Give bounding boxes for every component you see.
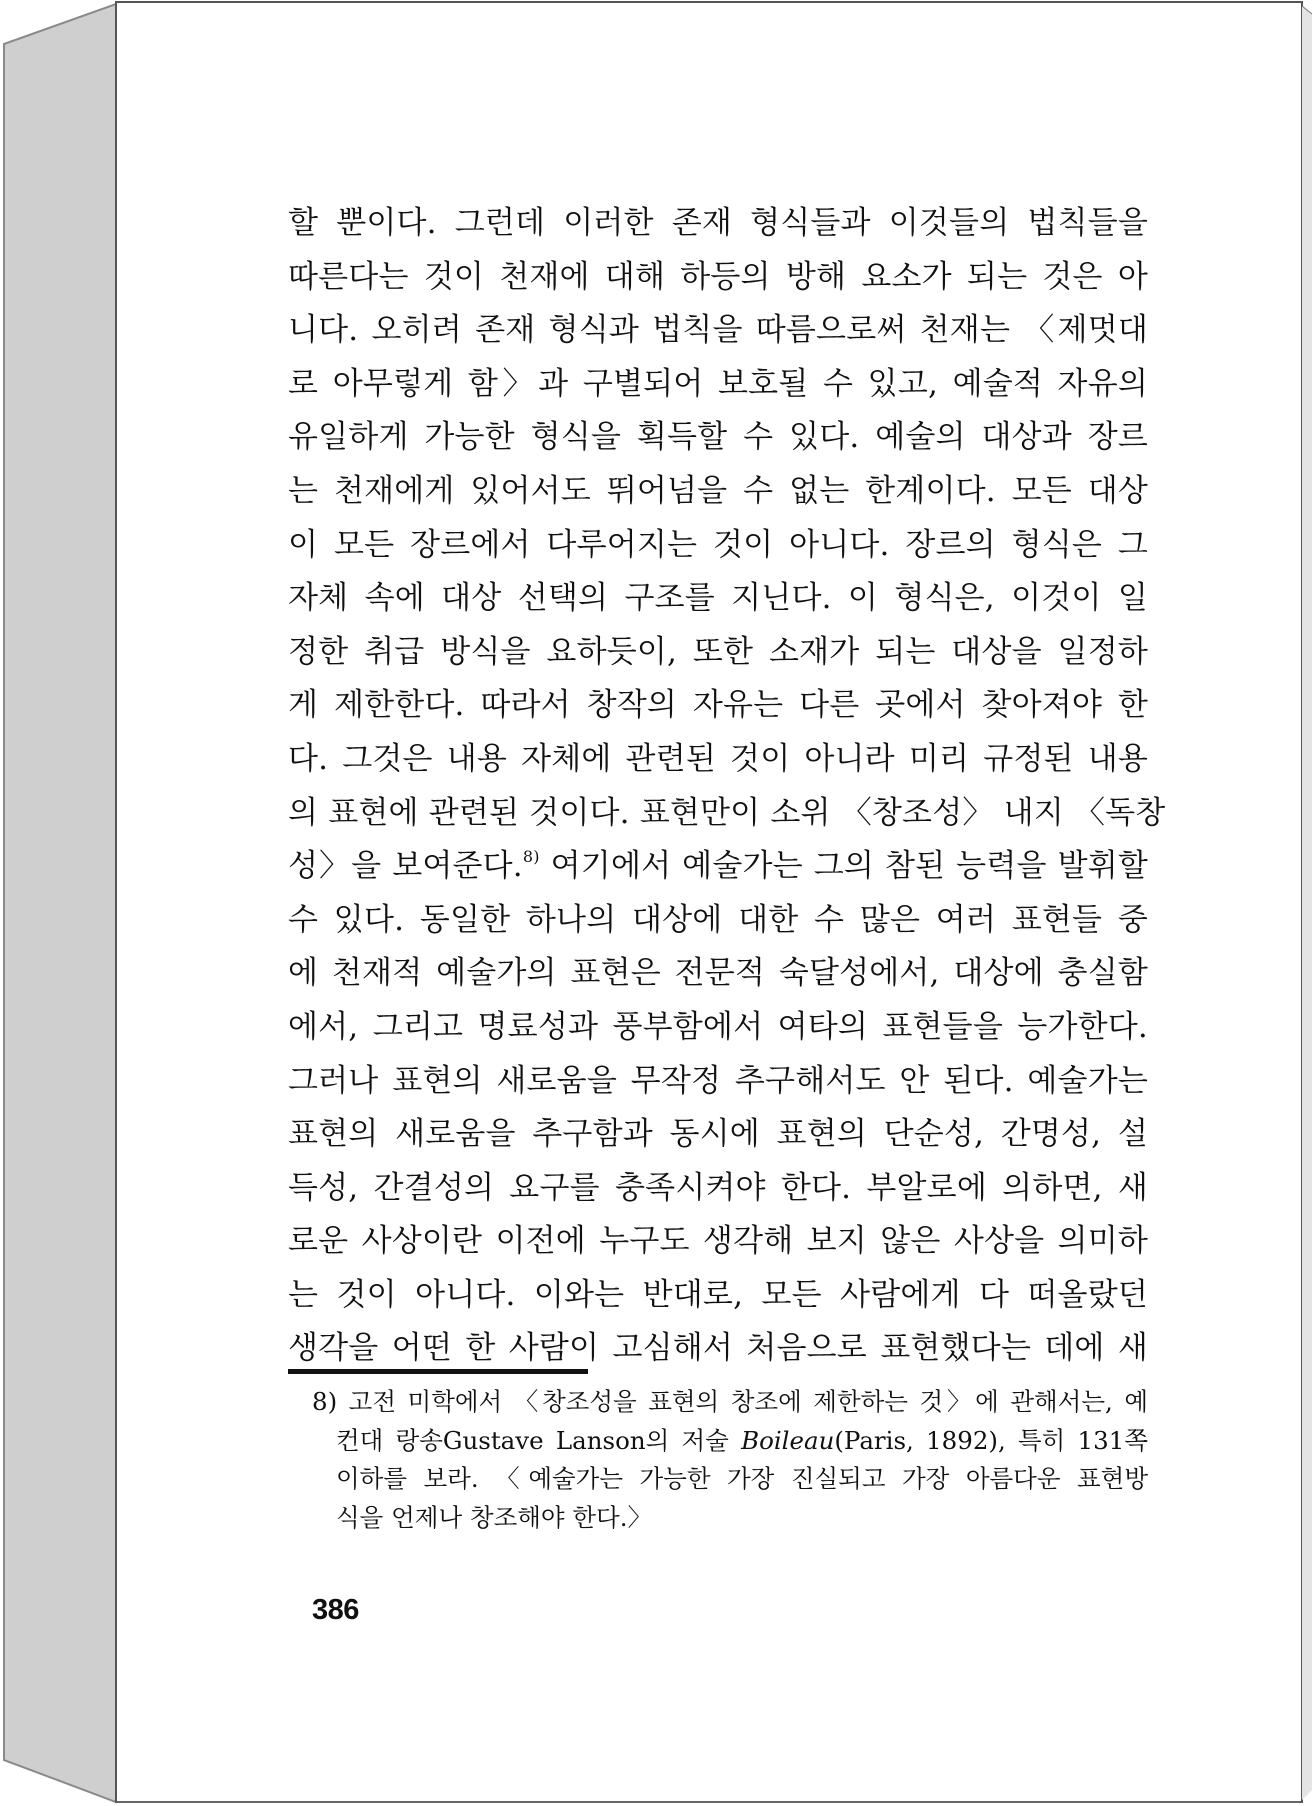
text-line-2: 따른다는 것이 천재에 대해 하등의 방해 요소가 되는 것은 아: [288, 258, 1148, 295]
book-title-boileau: Boileau: [741, 1425, 835, 1455]
text-line-11: 다. 그것은 내용 자체에 관련된 것이 아니라 미리 규정된 내용: [288, 740, 1148, 777]
footnote-line-1: 8) 고전 미학에서 〈창조성을 표현의 창조에 제한하는 것〉에 관해서는, 예: [312, 1387, 1148, 1416]
text-line-22: 생각을 어떤 한 사람이 고심해서 처음으로 표현했다는 데에 새: [288, 1330, 1148, 1367]
text-line-12: 의 표현에 관련된 것이다. 표현만이 소위 〈창조성〉 내지 〈독창: [288, 794, 1166, 831]
footnote-separator-rule: [288, 1369, 588, 1374]
text-line-3: 니다. 오히려 존재 형식과 법칙을 따름으로써 천재는 〈제멋대: [288, 312, 1148, 349]
footnote-line-2-end: (Paris, 1892), 특히 131쪽: [834, 1425, 1148, 1455]
text-line-4: 로 아무렇게 함〉과 구별되어 보호될 수 있고, 예술적 자유의: [288, 365, 1148, 402]
book-right-shadow: [1302, 6, 1312, 1800]
footnote-8: [312, 1383, 1148, 1537]
body-text: [288, 197, 1166, 1376]
text-line-10: 게 제한한다. 따라서 창작의 자유는 다른 곳에서 찾아져야 한: [288, 687, 1148, 724]
text-line-15: 에 천재적 예술가의 표현은 전문적 숙달성에서, 대상에 충실함: [288, 955, 1148, 992]
text-line-7: 이 모든 장르에서 다루어지는 것이 아니다. 장르의 형식은 그: [288, 526, 1148, 563]
footnote-reference[interactable]: 8): [522, 847, 540, 867]
page-number: 386: [312, 1594, 359, 1626]
text-line-17: 그러나 표현의 새로움을 무작정 추구해서도 안 된다. 예술가는: [288, 1062, 1148, 1099]
text-line-20: 로운 사상이란 이전에 누구도 생각해 보지 않은 사상을 의미하: [288, 1223, 1148, 1260]
text-line-6: 는 천재에게 있어서도 뛰어넘을 수 없는 한계이다. 모든 대상: [288, 472, 1148, 509]
text-line-1: 할 뿐이다. 그런데 이러한 존재 형식들과 이것들의 법칙들을: [288, 205, 1148, 241]
text-line-18: 표현의 새로움을 추구함과 동시에 표현의 단순성, 간명성, 설: [288, 1116, 1148, 1153]
text-line-9: 정한 취급 방식을 요하듯이, 또한 소재가 되는 대상을 일정하: [288, 633, 1148, 670]
footnote-line-3: 이하를 보라. 〈예술가는 가능한 가장 진실되고 가장 아름다운 표현방: [336, 1464, 1148, 1493]
text-line-13-rest: 여기에서 예술가는 그의 참된 능력을 발휘할: [539, 848, 1149, 885]
text-line-13-start: 성〉을 보여준다.: [288, 848, 523, 885]
footnote-line-4: 식을 언제나 창조해야 한다.〉: [336, 1502, 652, 1532]
text-line-13: [288, 840, 1148, 894]
footnote-line-2: [312, 1422, 1148, 1461]
text-line-16: 에서, 그리고 명료성과 풍부함에서 여타의 표현들을 능가한다.: [288, 1008, 1148, 1045]
text-line-8: 자체 속에 대상 선택의 구조를 지닌다. 이 형식은, 이것이 일: [288, 580, 1148, 617]
text-line-21: 는 것이 아니다. 이와는 반대로, 모든 사람에게 다 떠올랐던: [288, 1276, 1148, 1313]
footnote-line-2-start: 컨대 랑송Gustave Lanson의 저술: [336, 1425, 742, 1455]
book-left-side: [4, 4, 116, 1802]
text-line-5: 유일하게 가능한 형식을 획득할 수 있다. 예술의 대상과 장르: [288, 419, 1148, 456]
text-line-19: 득성, 간결성의 요구를 충족시켜야 한다. 부알로에 의하면, 새: [288, 1169, 1148, 1206]
text-line-14: 수 있다. 동일한 하나의 대상에 대한 수 많은 여러 표현들 중: [288, 901, 1148, 938]
